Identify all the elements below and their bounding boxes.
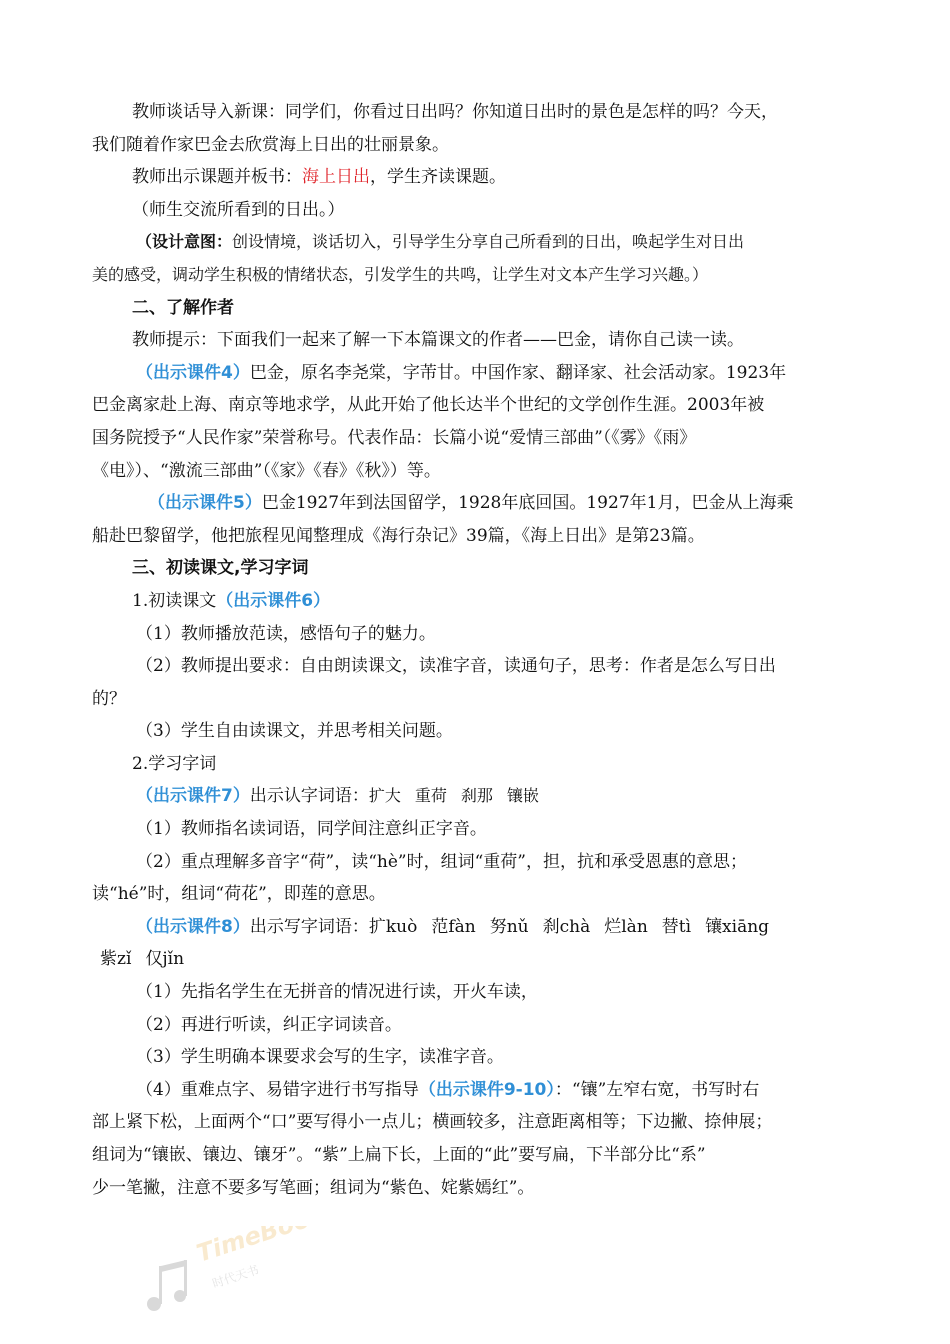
intro-line-2: 我们随着作家巴金去欣赏海上日出的壮丽景象。 [92,134,449,155]
write-words-line-2 [92,943,862,976]
watermark-subtitle: 时代天书 [210,1262,261,1291]
bio-text-1: 巴金，原名李尧棠，字芾甘。中国作家、翻译家、社会活动家。1923年 [249,362,787,383]
exchange-note: （师生交流所看到的日出。） [132,199,345,220]
subsection-2-title: 2.学习字词 [132,753,217,774]
subsection-1-label: 1.初读课文 [132,590,217,611]
step-2-2-line-2: 读“hé”时，组词“荷花”，即莲的意思。 [92,884,386,905]
courseware-ref-4: （出示课件4） [136,362,250,383]
write-word: 努nǔ [489,916,529,937]
courseware-ref-8: （出示课件8） [136,916,250,937]
section-2-heading: 二、了解作者 [132,297,234,318]
design-intent-line-1 [92,226,862,259]
recognize-word: 刹那 [460,786,493,806]
section-3-heading: 三、初读课文,学习字词 [132,558,309,579]
bio-line-4: 《电》）、“激流三部曲”（《家》《春》《秋》）等。 [92,460,441,481]
write-words-line [92,911,862,944]
write-word: 烂làn [604,916,648,937]
step-2-5: （3）学生明确本课要求会写的生字，读准字音。 [136,1047,504,1068]
title-after: ，学生齐读课题。 [370,167,506,188]
document-body [92,96,862,1204]
step-2-1: （1）教师指名读词语，同学间注意纠正字音。 [136,819,487,840]
title-line [92,161,862,194]
recognize-words-line [92,780,862,813]
step-2-4: （2）再进行听读，纠正字词读音。 [136,1014,402,1035]
recognize-label: 出示认字词语： [249,786,369,807]
step-1-2-line-2: 的？ [92,688,126,709]
step-2-3: （1）先指名学生在无拼音的情况进行读，开火车读， [136,982,538,1003]
timebook-watermark [140,1226,330,1326]
step-1-1: （1）教师播放范读，感悟句子的魅力。 [136,623,436,644]
bio-line-3: 国务院授予“人民作家”荣誉称号。代表作品：长篇小说“爱情三部曲”（《雾》《雨》 [92,427,697,448]
intro-line-1: 教师谈话导入新课：同学们，你看过日出吗？你知道日出时的景色是怎样的吗？今天， [132,102,778,122]
write-word: 范fàn [431,916,476,937]
write-word: 镶xiāng [705,916,770,937]
step-1-3: （3）学生自由读课文，并思考相关问题。 [136,721,453,742]
travel-line-2: 船赴巴黎留学，他把旅程见闻整理成《海行杂记》39篇，《海上日出》是第23篇。 [92,525,705,546]
travel-line-1 [92,487,862,520]
step-2-6-text-before: （4）重难点字、易错字进行书写指导 [136,1079,419,1100]
step-2-6-line-3: 组词为“镶嵌、镶边、镶牙”。“紫”上扁下长，上面的“此”要写扁，下半部分比“系” [92,1145,706,1165]
travel-text-1: 巴金1927年到法国留学，1928年底回国。1927年1月，巴金从上海乘 [261,493,794,514]
teacher-prompt: 教师提示：下面我们一起来了解一下本篇课文的作者——巴金，请你自己读一读。 [132,330,744,351]
title-before: 教师出示课题并板书： [132,167,302,188]
courseware-ref-9-10: （出示课件9-10） [418,1079,555,1100]
write-word: 扩kuò [368,916,418,937]
step-2-2-line-1: （2）重点理解多音字“荷”，读“hè”时，组词“重荷”，担，抗和承受恩惠的意思； [136,851,747,872]
write-label: 出示写字词语： [249,916,369,937]
design-intent-label: （设计意图： [136,232,233,252]
watermark-brand: TimeBook [193,1226,329,1268]
design-intent-line-2: 美的感受，调动学生积极的情绪状态，引发学生的共鸣，让学生对文本产生学习兴趣。） [92,264,709,284]
subsection-1-title [92,585,862,618]
step-2-6-text-after: ：“镶”左窄右宽，书写时右 [554,1079,760,1100]
step-2-6-line-2: 部上紧下松，上面两个“口”要写得小一点儿；横画较多，注意距离相等；下边撇、捺伸展； [92,1112,773,1133]
bio-line-2: 巴金离家赴上海、南京等地求学，从此开始了他长达半个世纪的文学创作生涯。2003年被 [92,395,765,416]
recognize-word: 镶嵌 [506,786,539,806]
recognize-word: 扩大 [368,786,401,806]
write-word: 仅jǐn [145,949,185,970]
recognize-word: 重荷 [414,786,447,806]
write-word: 紫zǐ [100,949,132,970]
write-word: 刹chà [542,916,591,937]
write-word: 替tì [661,916,692,937]
courseware-ref-5: （出示课件5） [148,493,262,514]
courseware-ref-6: （出示课件6） [216,590,331,611]
bio-line-1 [92,357,862,390]
lesson-title: 海上日出 [302,167,370,188]
step-2-6-line-4: 少一笔撇，注意不要多写笔画；组词为“紫色、姹紫嫣红”。 [92,1177,535,1198]
music-notes-icon [140,1226,330,1326]
step-2-6-line-1 [92,1074,862,1107]
design-intent-text-1: 创设情境，谈话切入，引导学生分享自己所看到的日出，唤起学生对日出 [232,232,745,252]
step-1-2-line-1: （2）教师提出要求：自由朗读课文，读准字音，读通句子，思考：作者是怎么写日出 [136,656,776,677]
courseware-ref-7: （出示课件7） [136,786,250,807]
